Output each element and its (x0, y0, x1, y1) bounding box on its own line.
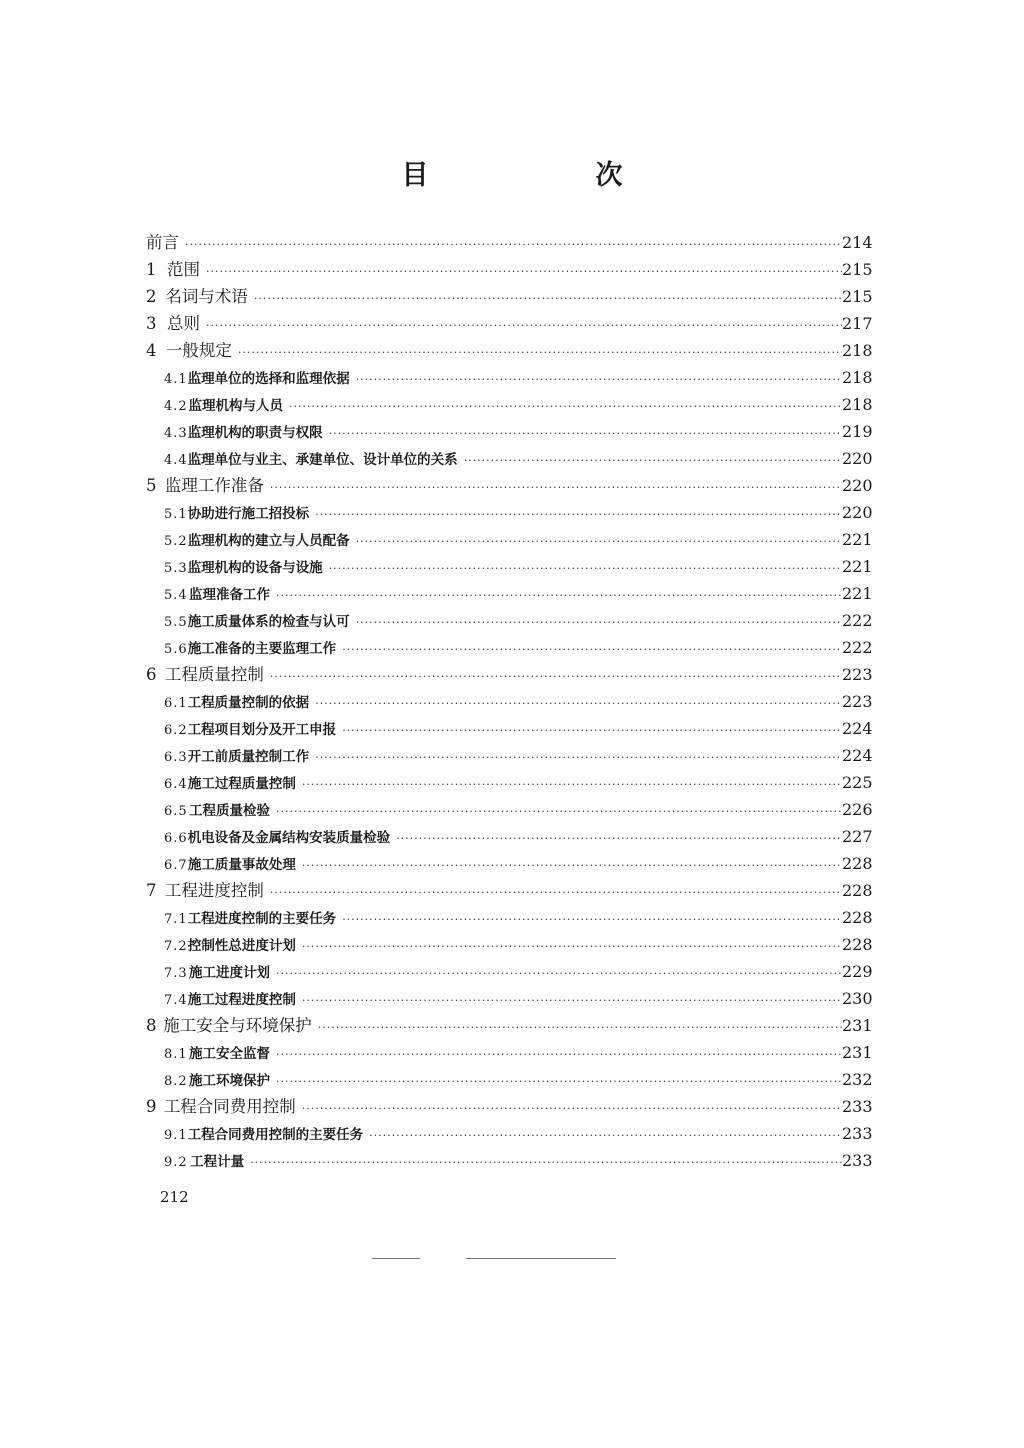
toc-dot-leader (276, 1068, 842, 1095)
toc-entry-title: 监理机构的职责与权限 (187, 425, 323, 441)
toc-dot-leader (302, 933, 842, 960)
toc-entry-page: 231 (842, 1016, 873, 1035)
toc-section-entry (146, 499, 873, 526)
toc-entry-number: 5.3 (164, 561, 188, 576)
toc-entry-title: 工程进度控制的主要任务 (187, 911, 337, 927)
toc-entry-page: 223 (842, 665, 873, 684)
toc-dot-leader (329, 555, 842, 582)
toc-section-entry (146, 391, 873, 418)
toc-entry-number: 5.2 (164, 534, 188, 549)
toc-entry-number: 2 (146, 287, 157, 306)
toc-entry-number: 4.4 (164, 453, 188, 468)
toc-entry-number: 5.4 (164, 588, 188, 603)
toc-entry-number: 8 (146, 1016, 157, 1035)
toc-entry-page: 220 (842, 449, 873, 468)
toc-section-entry (146, 580, 873, 607)
toc-section-entry (146, 715, 873, 742)
toc-section-entry (146, 607, 873, 634)
toc-entry-page: 224 (842, 719, 873, 738)
toc-section-entry (146, 418, 873, 445)
toc-entry-title: 施工过程进度控制 (187, 992, 296, 1008)
toc-dot-leader (238, 339, 842, 366)
toc-entry-number: 9 (146, 1097, 157, 1116)
toc-section-entry (146, 796, 873, 823)
toc-entry-page: 228 (842, 908, 873, 927)
toc-entry-title: 一般规定 (165, 341, 232, 360)
toc-entry-number: 7 (146, 881, 157, 900)
toc-dot-leader (302, 987, 842, 1014)
toc-section-entry (146, 553, 873, 580)
toc-entry-title: 工程进度控制 (164, 881, 264, 900)
toc-entry-page: 228 (842, 881, 873, 900)
toc-dot-leader (289, 393, 842, 420)
toc-entry-number: 7.4 (164, 993, 188, 1008)
page-number: 212 (160, 1188, 189, 1206)
toc-entry-title: 施工安全监督 (189, 1046, 271, 1062)
toc-entry-title: 施工进度计划 (189, 965, 271, 981)
toc-dot-leader (396, 825, 842, 852)
toc-entry-page: 226 (842, 800, 873, 819)
toc-entry-title: 总则 (166, 314, 200, 333)
toc-entry-number: 6.1 (164, 696, 188, 711)
toc-entry-page: 233 (842, 1151, 873, 1170)
toc-dot-leader (276, 960, 842, 987)
toc-dot-leader (318, 1014, 842, 1041)
toc-entry-number: 7.3 (164, 966, 188, 981)
toc-section-entry (146, 958, 873, 985)
toc-dot-leader (342, 717, 842, 744)
toc-dot-leader (302, 1095, 842, 1122)
toc-entry-number: 5.1 (164, 507, 188, 522)
toc-dot-leader (356, 528, 842, 555)
toc-entry-number: 5 (146, 476, 157, 495)
toc-chapter-entry (146, 1093, 873, 1120)
toc-entry-page: 218 (842, 341, 873, 360)
toc-entry-number: 6.7 (164, 858, 188, 873)
toc-entry-title: 施工过程质量控制 (187, 776, 296, 792)
toc-section-entry (146, 1147, 873, 1174)
toc-dot-leader (276, 798, 842, 825)
toc-dot-leader (315, 690, 842, 717)
toc-entry-number: 4 (146, 341, 157, 360)
toc-dot-leader (342, 636, 842, 663)
toc-entry-title: 范围 (166, 260, 200, 279)
toc-entry-title: 工程合同费用控制 (163, 1097, 296, 1116)
toc-section-entry (146, 904, 873, 931)
toc-dot-leader (464, 447, 842, 474)
toc-entry-title: 前言 (146, 233, 179, 252)
toc-dot-leader (369, 1122, 842, 1149)
toc-dot-leader (356, 366, 842, 393)
toc-section-entry (146, 526, 873, 553)
toc-entry-number: 1 (146, 260, 157, 279)
toc-entry-page: 231 (842, 1043, 873, 1062)
toc-entry-page: 215 (842, 260, 873, 279)
toc-section-entry (146, 1039, 873, 1066)
toc-entry-number: 6.5 (164, 804, 188, 819)
toc-entry-page: 223 (842, 692, 873, 711)
toc-dot-leader (276, 582, 842, 609)
toc-entry-title: 工程质量控制的依据 (187, 695, 310, 711)
toc-entry-title: 监理机构的建立与人员配备 (187, 533, 350, 549)
toc-section-entry (146, 985, 873, 1012)
toc-chapter-entry (146, 283, 873, 310)
toc-entry-title: 监理单位的选择和监理依据 (187, 371, 350, 387)
toc-entry-page: 232 (842, 1070, 873, 1089)
toc-entry-title: 监理机构与人员 (188, 398, 283, 414)
toc-entry-number: 4.2 (164, 399, 188, 414)
toc-entry-page: 221 (842, 530, 873, 549)
toc-entry-title: 工程项目划分及开工申报 (187, 722, 337, 738)
toc-dot-leader (315, 744, 842, 771)
toc-chapter-entry (146, 256, 873, 283)
toc-dot-leader (270, 663, 842, 690)
toc-section-entry (146, 364, 873, 391)
toc-entry-number: 6 (146, 665, 157, 684)
toc-entry-title: 监理机构的设备与设施 (187, 560, 323, 576)
toc-entry-number: 4.3 (164, 426, 188, 441)
scan-artifact-line (466, 1258, 616, 1259)
toc-entry-title: 工程合同费用控制的主要任务 (187, 1127, 364, 1143)
toc-dot-leader (356, 609, 842, 636)
toc-section-entry (146, 931, 873, 958)
toc-entry-title: 施工环境保护 (189, 1073, 271, 1089)
toc-chapter-entry (146, 472, 873, 499)
toc-dot-leader (302, 852, 842, 879)
toc-entry-page: 221 (842, 557, 873, 576)
toc-entry-page: 219 (842, 422, 873, 441)
toc-dot-leader (276, 1041, 842, 1068)
toc-entry-number: 7.2 (164, 939, 188, 954)
toc-dot-leader (206, 258, 842, 285)
toc-entry-title: 控制性总进度计划 (187, 938, 296, 954)
toc-entry-page: 227 (842, 827, 873, 846)
toc-entry-number: 9.1 (164, 1128, 188, 1143)
toc-chapter-entry (146, 661, 873, 688)
toc-section-entry (146, 850, 873, 877)
toc-entry-number: 8.1 (164, 1047, 188, 1062)
toc-section-entry (146, 1066, 873, 1093)
toc-dot-leader (206, 312, 842, 339)
toc-chapter-entry (146, 877, 873, 904)
toc-entry-title: 协助进行施工招投标 (187, 506, 310, 522)
toc-dot-leader (185, 231, 842, 258)
toc-dot-leader (250, 1149, 842, 1176)
toc-dot-leader (342, 906, 842, 933)
toc-entry-title: 工程质量检验 (189, 803, 271, 819)
toc-entry-title: 名词与术语 (165, 287, 248, 306)
toc-entry-number: 4.1 (164, 372, 188, 387)
toc-entry-title: 工程质量控制 (164, 665, 264, 684)
toc-dot-leader (315, 501, 842, 528)
toc-entry-number: 3 (146, 314, 157, 333)
toc-entry-title: 监理准备工作 (189, 587, 271, 603)
toc-section-entry (146, 445, 873, 472)
toc-entry-page: 218 (842, 395, 873, 414)
toc-section-entry (146, 769, 873, 796)
toc-entry-title: 施工质量体系的检查与认可 (187, 614, 350, 630)
toc-entry-page: 228 (842, 935, 873, 954)
toc-entry-title: 监理单位与业主、承建单位、设计单位的关系 (187, 452, 458, 468)
toc-dot-leader (270, 474, 842, 501)
toc-entry-page: 224 (842, 746, 873, 765)
toc-entry-page: 233 (842, 1097, 873, 1116)
toc-dot-leader (302, 771, 842, 798)
toc-chapter-entry (146, 310, 873, 337)
toc-entry-page: 220 (842, 476, 873, 495)
toc-entry-number: 6.4 (164, 777, 188, 792)
toc-entry-page: 220 (842, 503, 873, 522)
toc-section-entry (146, 1120, 873, 1147)
toc-section-entry (146, 742, 873, 769)
toc-entry-page: 228 (842, 854, 873, 873)
toc-entry-page: 222 (842, 611, 873, 630)
toc-entry-number: 5.5 (164, 615, 188, 630)
page-title: 目 次 (401, 160, 693, 191)
toc-section-entry (146, 634, 873, 661)
toc-entry-number: 7.1 (164, 912, 188, 927)
toc-entry-page: 229 (842, 962, 873, 981)
toc-entry-title: 施工准备的主要监理工作 (187, 641, 337, 657)
toc-entry-number: 6.2 (164, 723, 188, 738)
toc-entry-title: 施工安全与环境保护 (163, 1016, 312, 1035)
toc-section-entry (146, 688, 873, 715)
toc-entry-number: 9.2 (164, 1155, 188, 1170)
toc-entry-number: 6.6 (164, 831, 188, 846)
toc-entry-title: 机电设备及金属结构安装质量检验 (187, 830, 391, 846)
toc-entry-page: 233 (842, 1124, 873, 1143)
toc-entry-page: 225 (842, 773, 873, 792)
toc-entry-page: 215 (842, 287, 873, 306)
toc-chapter-entry (146, 337, 873, 364)
toc-entry-page: 218 (842, 368, 873, 387)
table-of-contents (146, 229, 873, 1174)
toc-entry-number: 8.2 (164, 1074, 188, 1089)
toc-section-entry (146, 823, 873, 850)
toc-entry-title: 监理工作准备 (164, 476, 264, 495)
toc-entry-page: 214 (842, 233, 873, 252)
toc-chapter-entry (146, 229, 873, 256)
toc-dot-leader (270, 879, 842, 906)
toc-entry-number: 6.3 (164, 750, 188, 765)
toc-entry-page: 222 (842, 638, 873, 657)
toc-entry-number: 5.6 (164, 642, 188, 657)
scan-artifact-line (372, 1258, 420, 1259)
toc-entry-page: 217 (842, 314, 873, 333)
toc-entry-title: 工程计量 (190, 1154, 245, 1170)
toc-entry-page: 230 (842, 989, 873, 1008)
toc-entry-page: 221 (842, 584, 873, 603)
toc-dot-leader (329, 420, 842, 447)
toc-entry-title: 开工前质量控制工作 (187, 749, 310, 765)
toc-chapter-entry (146, 1012, 873, 1039)
toc-dot-leader (254, 285, 842, 312)
toc-entry-title: 施工质量事故处理 (187, 857, 296, 873)
